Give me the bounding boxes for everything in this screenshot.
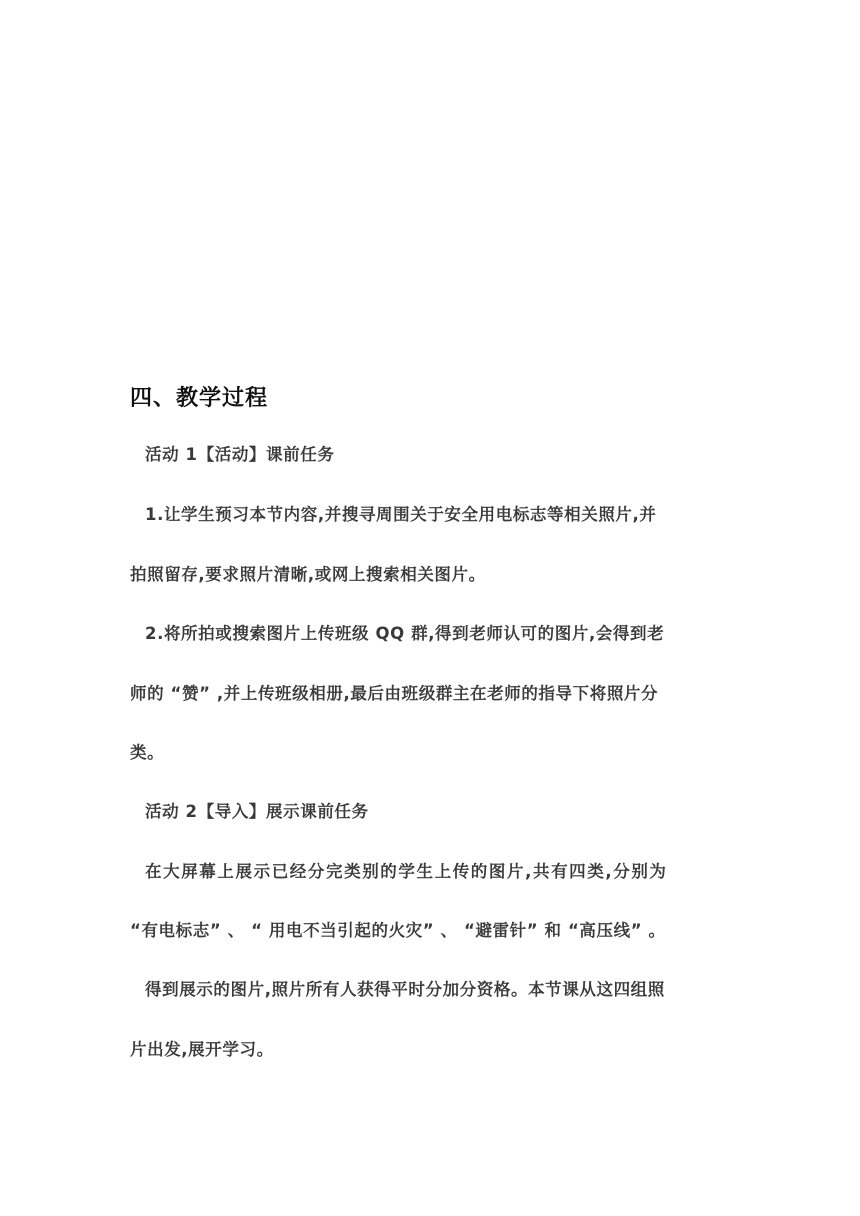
- paragraph-line: 师的 “赞” ,并上传班级相册,最后由班级群主在老师的指导下将照片分: [130, 684, 659, 703]
- activity-1-title: 活动 1【活动】课前任务: [145, 445, 335, 464]
- section-heading: 四、教学过程: [130, 386, 269, 411]
- paragraph-line: 片出发,展开学习。: [130, 1040, 274, 1059]
- paragraph-line: 在大屏幕上展示已经分完类别的学生上传的图片,共有四类,分别为: [145, 862, 668, 881]
- paragraph-line: 类。: [130, 743, 165, 762]
- paragraph-line: 拍照留存,要求照片清晰,或网上搜索相关图片。: [130, 565, 486, 584]
- paragraph-line: “有电标志” 、 “ 用电不当引起的火灾” 、 “避雷针” 和 “高压线” 。: [130, 921, 666, 940]
- paragraph-line: 2.将所拍或搜索图片上传班级 QQ 群,得到老师认可的图片,会得到老: [145, 624, 665, 643]
- activity-2-title: 活动 2【导入】展示课前任务: [145, 802, 369, 821]
- paragraph-line: 1.让学生预习本节内容,并搜寻周围关于安全用电标志等相关照片,并: [145, 505, 657, 524]
- paragraph-line: 得到展示的图片,照片所有人获得平时分加分资格。本节课从这四组照: [145, 980, 665, 999]
